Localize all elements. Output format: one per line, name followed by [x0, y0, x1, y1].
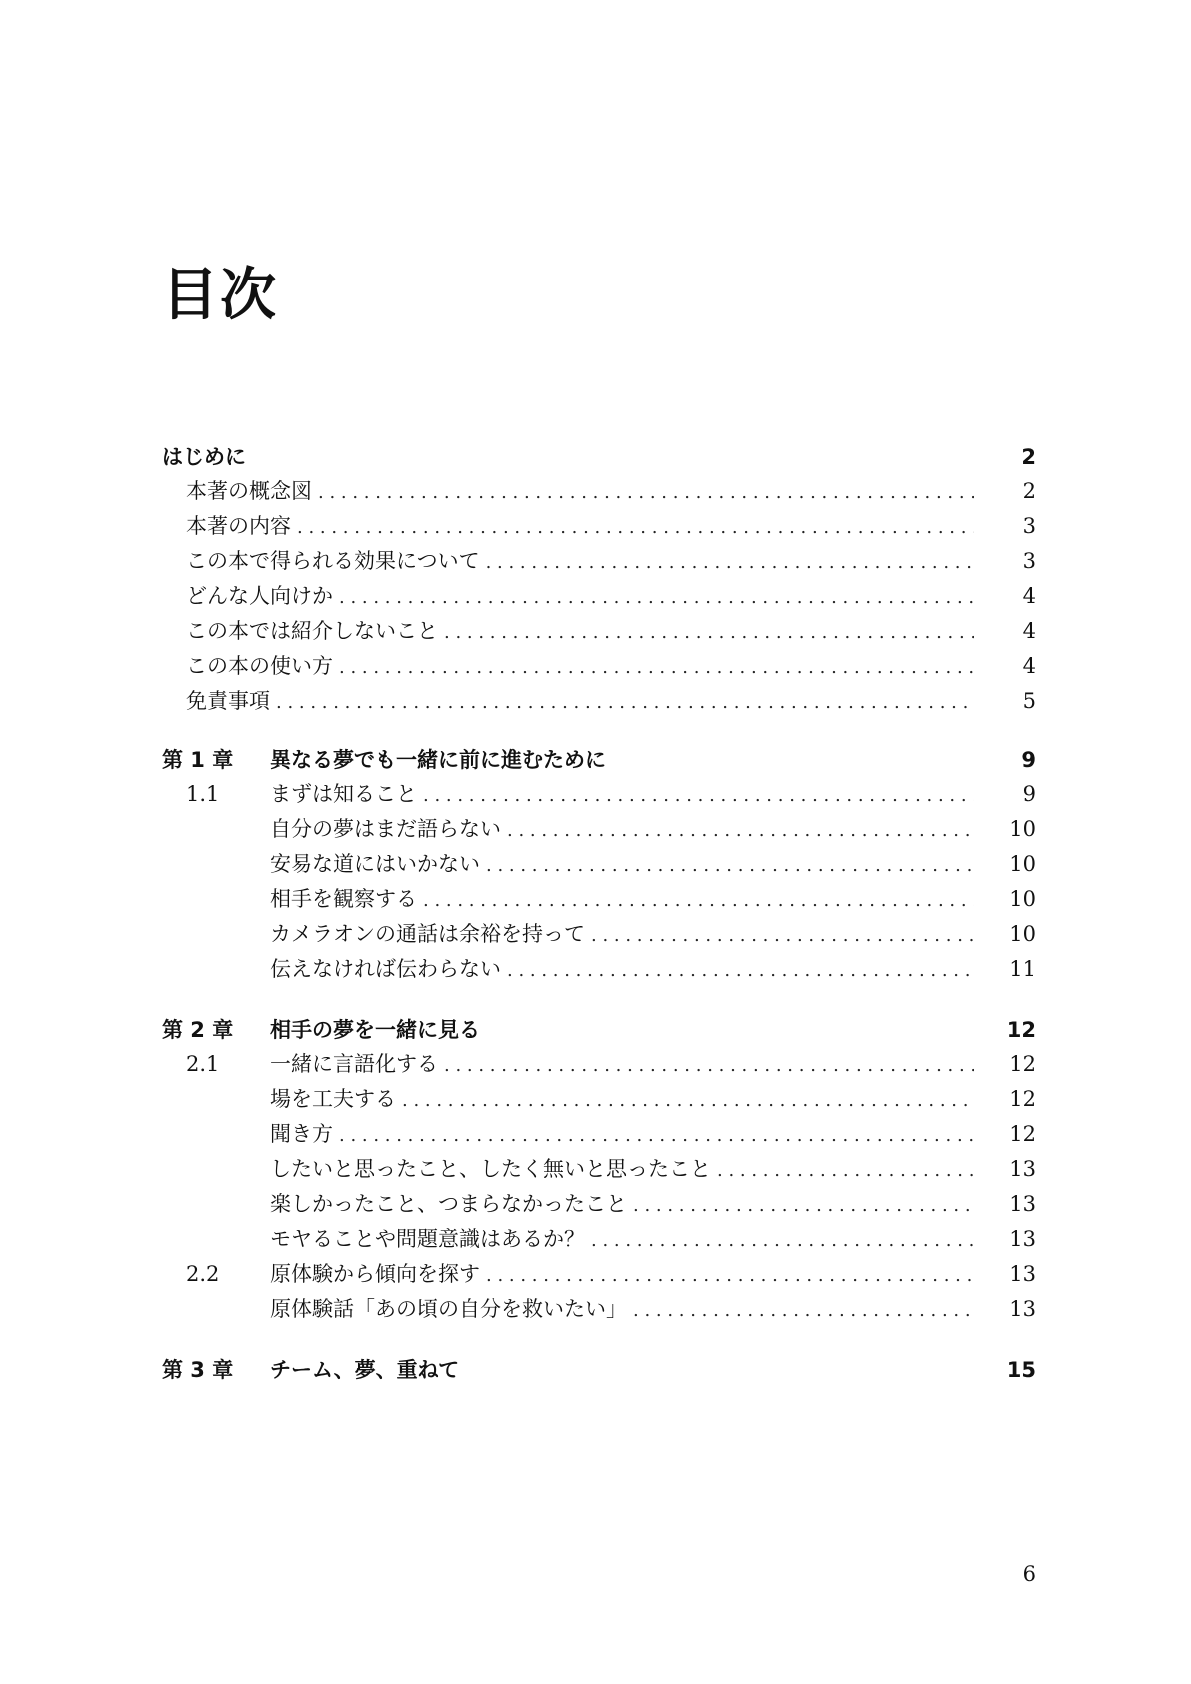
dot-leader — [402, 1086, 974, 1116]
dot-leader — [507, 956, 974, 986]
toc-entry[interactable] — [162, 581, 1036, 611]
dot-leader — [486, 548, 974, 578]
toc-entry-title: この本の使い方 — [186, 654, 333, 678]
toc-entry-page: 10 — [1009, 922, 1036, 946]
toc-entry-title: モヤることや問題意識はあるか？ — [270, 1227, 585, 1251]
toc-entry-page: 11 — [1009, 957, 1036, 981]
toc-entry-page: 12 — [1009, 1122, 1036, 1146]
toc-entry-page: 13 — [1009, 1297, 1036, 1321]
toc-entry-page: 4 — [1022, 654, 1036, 678]
toc-entry-title: 一緒に言語化する — [270, 1052, 438, 1076]
toc-entry-title: この本で得られる効果について — [186, 549, 480, 573]
toc-entry-title: 聞き方 — [270, 1122, 333, 1146]
chapter-title: 異なる夢でも一緒に前に進むために — [270, 748, 606, 772]
toc-subsection[interactable] — [162, 884, 1036, 914]
toc-entry-page: 2 — [1021, 445, 1036, 469]
dot-leader — [486, 1261, 974, 1291]
toc-intro-heading[interactable] — [162, 442, 1036, 472]
toc-entry-title: 楽しかったこと、つまらなかったこと — [270, 1192, 627, 1216]
dot-leader — [507, 816, 974, 846]
toc-entry-page: 10 — [1009, 817, 1036, 841]
toc-entry-page: 10 — [1009, 852, 1036, 876]
toc-entry-title: 場を工夫する — [270, 1087, 396, 1111]
toc-subsection[interactable] — [162, 1119, 1036, 1149]
toc-entry[interactable] — [162, 476, 1036, 506]
toc-entry-page: 4 — [1022, 584, 1036, 608]
toc-entry-page: 13 — [1009, 1227, 1036, 1251]
toc-entry[interactable] — [162, 616, 1036, 646]
toc-entry-title: はじめに — [162, 445, 246, 469]
toc-entry-title: 免責事項 — [186, 689, 270, 713]
toc-subsection[interactable] — [162, 849, 1036, 879]
chapter-title: 相手の夢を一緒に見る — [270, 1018, 480, 1042]
toc-section[interactable] — [162, 779, 1036, 809]
toc-entry-page: 9 — [1022, 782, 1036, 806]
toc-entry-title: 伝えなければ伝わらない — [270, 957, 501, 981]
toc-entry-page: 15 — [1006, 1358, 1036, 1382]
toc-entry-page: 5 — [1022, 689, 1036, 713]
toc-entry[interactable] — [162, 511, 1036, 541]
dot-leader — [339, 583, 974, 613]
toc-subsection[interactable] — [162, 919, 1036, 949]
dot-leader — [591, 1226, 974, 1256]
chapter-label: 第 3 章 — [162, 1358, 234, 1382]
toc-chapter-1[interactable] — [162, 745, 1036, 775]
toc-entry-page: 4 — [1022, 619, 1036, 643]
dot-leader — [633, 1191, 974, 1221]
toc-section[interactable] — [162, 1049, 1036, 1079]
toc-subsection[interactable] — [162, 1154, 1036, 1184]
toc-subsection[interactable] — [162, 1224, 1036, 1254]
dot-leader — [633, 1296, 974, 1326]
dot-leader — [339, 1121, 974, 1151]
toc-entry-page: 13 — [1009, 1192, 1036, 1216]
dot-leader — [591, 921, 974, 951]
toc-entry-title: この本では紹介しないこと — [186, 619, 438, 643]
dot-leader — [486, 851, 974, 881]
dot-leader — [339, 653, 974, 683]
dot-leader — [276, 688, 974, 718]
toc-entry-page: 3 — [1022, 514, 1036, 538]
toc-entry-title: 原体験から傾向を探す — [270, 1262, 480, 1286]
toc-entry-title: どんな人向けか — [186, 584, 333, 608]
chapter-label: 第 1 章 — [162, 748, 234, 772]
toc-entry-title: まずは知ること — [270, 782, 417, 806]
toc-entry-title: 本著の内容 — [186, 514, 291, 538]
section-number: 1.1 — [186, 782, 220, 806]
dot-leader — [423, 781, 974, 811]
toc-entry-title: したいと思ったこと、したく無いと思ったこと — [270, 1157, 711, 1181]
toc-entry[interactable] — [162, 546, 1036, 576]
toc-entry-page: 3 — [1022, 549, 1036, 573]
toc-subsection[interactable] — [162, 954, 1036, 984]
chapter-title: チーム、夢、重ねて — [270, 1358, 460, 1382]
dot-leader — [318, 478, 974, 508]
toc-entry-page: 13 — [1009, 1157, 1036, 1181]
chapter-label: 第 2 章 — [162, 1018, 234, 1042]
dot-leader — [444, 1051, 974, 1081]
toc-entry-title: 自分の夢はまだ語らない — [270, 817, 501, 841]
section-number: 2.2 — [186, 1262, 220, 1286]
toc-chapter-2[interactable] — [162, 1015, 1036, 1045]
toc-title: 目次 — [162, 263, 278, 328]
toc-chapter-3[interactable] — [162, 1355, 1036, 1385]
toc-entry-title: 原体験話「あの頃の自分を救いたい」 — [270, 1297, 627, 1321]
toc-entry-title: 本著の概念図 — [186, 479, 312, 503]
toc-entry[interactable] — [162, 651, 1036, 681]
toc-entry-page: 12 — [1006, 1018, 1036, 1042]
section-number: 2.1 — [186, 1052, 220, 1076]
toc-entry-title: 安易な道にはいかない — [270, 852, 480, 876]
toc-entry[interactable] — [162, 686, 1036, 716]
toc-entry-page: 9 — [1021, 748, 1036, 772]
toc-entry-title: 相手を観察する — [270, 887, 417, 911]
page-number: 6 — [1022, 1562, 1036, 1586]
toc-subsection[interactable] — [162, 1084, 1036, 1114]
dot-leader — [444, 618, 974, 648]
dot-leader — [717, 1156, 974, 1186]
toc-entry-page: 12 — [1009, 1052, 1036, 1076]
dot-leader — [423, 886, 974, 916]
toc-entry-page: 10 — [1009, 887, 1036, 911]
toc-subsection[interactable] — [162, 814, 1036, 844]
toc-subsection[interactable] — [162, 1294, 1036, 1324]
toc-entry-page: 12 — [1009, 1087, 1036, 1111]
toc-section[interactable] — [162, 1259, 1036, 1289]
toc-entry-page: 2 — [1022, 479, 1036, 503]
toc-entry-page: 13 — [1009, 1262, 1036, 1286]
dot-leader — [297, 513, 974, 543]
toc-subsection[interactable] — [162, 1189, 1036, 1219]
toc-entry-title: カメラオンの通話は余裕を持って — [270, 922, 585, 946]
